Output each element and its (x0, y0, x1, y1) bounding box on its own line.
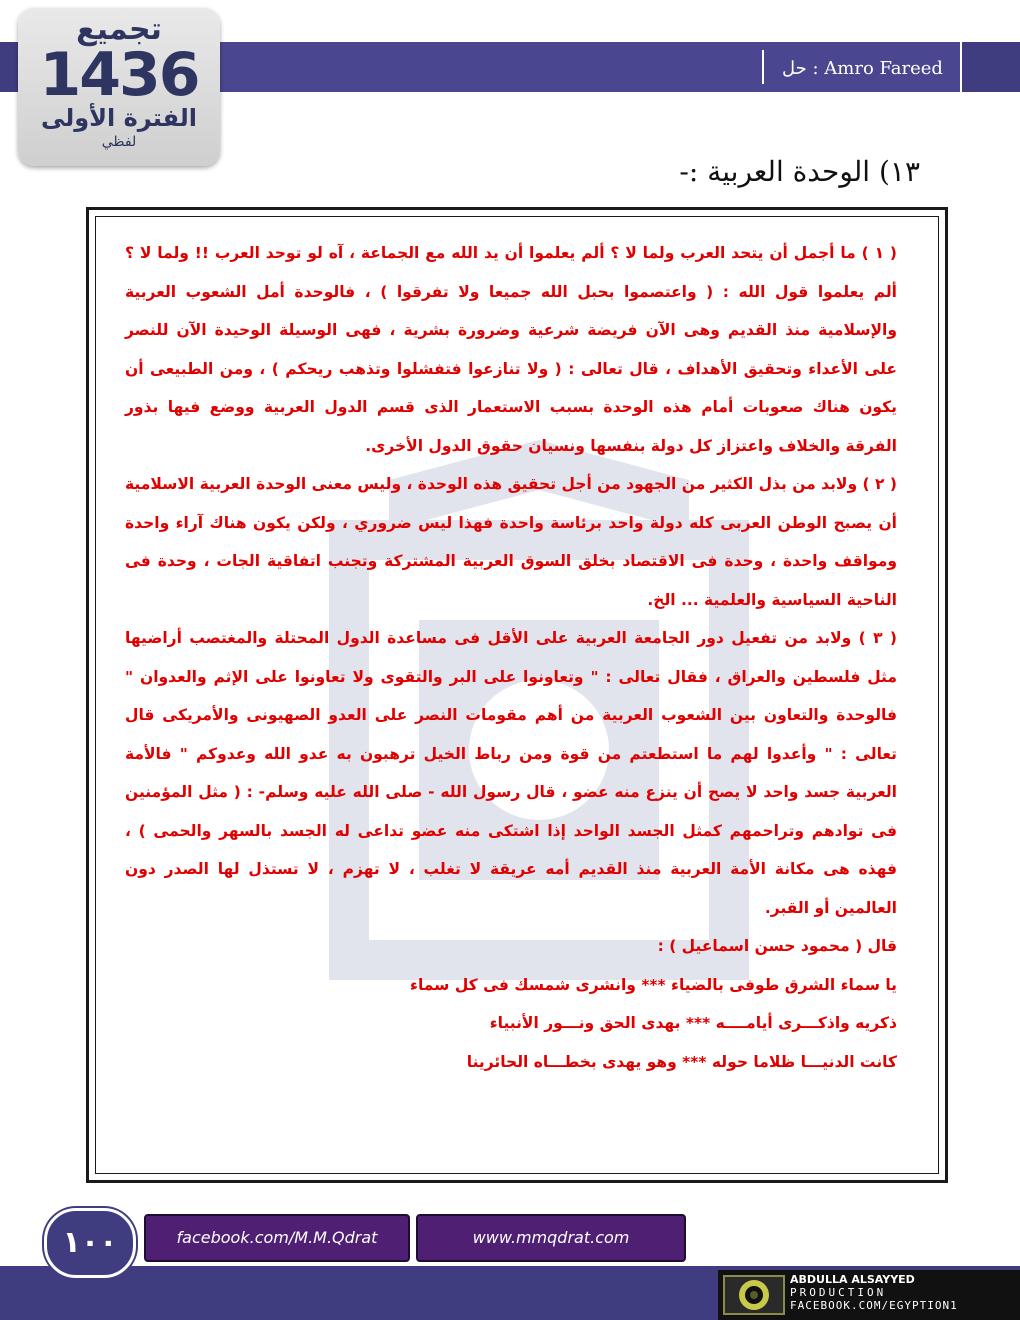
section-title: ١٣) الوحدة العربية :- (679, 155, 920, 188)
logo-year: 1436 (39, 40, 199, 110)
camera-lens-icon (722, 1274, 786, 1316)
paragraph-1: ( ١ ) ما أجمل أن يتحد العرب ولما لا ؟ ألم يعلموا أن يد الله مع الجماعة ، آه لو توحد العرب !! ولما لا ؟ ألم يعلموا قول الله : ( واعتصموا بحبل الله جميعا ولا تفرقوا ) ، فالوحدة أمل الشعوب العربية والإسلامية منذ القديم وهى الآن فريضة شرعية وضرورة بشرية ، فهى الوسيلة الوحيدة الآن للنصر على الأعداء وتحقيق الأهداف ، قال تعالى : ( ولا تنازعوا فتفشلوا وتذهب ريحكم ) ، ومن الطبيعى أن يكون هناك صعوبات أمام هذه الوحدة بسبب الاستعمار الذى قسم الدول العربية ووضع فيها بذور الفرقة والخلاف واعتزاز كل دولة بنفسها ونسيان حقوق الدول الأخرى. (125, 244, 897, 455)
poem-line-1: يا سماء الشرق طوفى بالضياء *** وانشرى شمسك فى كل سماء (410, 975, 897, 994)
poem-line-3: كانت الدنيـــا ظلاما حوله *** وهو يهدى بخطـــاه الحائرينا (466, 1052, 897, 1071)
production-label: PRODUCTION (790, 1286, 887, 1299)
page-number: ١٠٠ (44, 1208, 136, 1278)
paragraph-3: ( ٣ ) ولابد من تفعيل دور الجامعة العربية على الأقل فى مساعدة الدول المحتلة والمغتصب أراضيها مثل فلسطين والعراق ، فقال تعالى : " وتعاونوا على البر والتقوى ولا تعاونوا على الإثم والعدوان " فالوحدة والتعاون بين الشعوب العربية من أهم مقومات النصر على العدو الصهيونى والأمريكى قال تعالى : " وأعدوا لهم ما استطعتم من قوة ومن رباط الخيل ترهبون به عدو الله وعدوكم " فالأمة العربية جسد واحد لا يصح أن ينزع منه عضو ، قال رسول الله - صلى الله عليه وسلم- : ( مثل المؤمنين فى توادهم وتراحمهم كمثل الجسد الواحد إذا اشتكى منه عضو تداعى له الجسد بالسهر والحمى ) ، فهذه هى مكانة الأمة العربية منذ القديم أمه عريقة لا تغلب ، لا تهزم ، لا تستذل لها الصدر دون العالمين أو القبر. (125, 629, 897, 917)
poem-attribution: قال ( محمود حسن اسماعيل ) : (657, 937, 897, 955)
production-facebook: FACEBOOK.COM/EGYPTION1 (790, 1299, 958, 1312)
collection-logo (18, 8, 220, 166)
header-divider (762, 50, 764, 84)
logo-top-text: تجميع (76, 12, 162, 47)
website-link-button[interactable]: www.mmqdrat.com (416, 1214, 686, 1262)
logo-subtitle: الفترة الأولى (40, 104, 198, 132)
paragraph-2: ( ٢ ) ولابد من بذل الكثير من الجهود من أجل تحقيق هذه الوحدة ، وليس معنى الوحدة العربية الاسلامية أن يصبح الوطن العربى كله دولة واحد برئاسة واحدة فهذا ليس ضروري ، ولكن يكون هناك آراء واحدة ومواقف واحدة ، وحدة فى الاقتصاد بخلق السوق العربية المشتركة وتجنب اتفاقية الجات ، وحدة فى الناحية السياسية والعلمية ... الخ. (125, 475, 897, 609)
poem-line-2: ذكريه واذكـــرى أيامــــه *** بهدى الحق ونـــور الأنبياء (489, 1014, 897, 1032)
content-frame (86, 207, 948, 1183)
facebook-link-button[interactable]: facebook.com/M.M.Qdrat (144, 1214, 410, 1262)
production-name: ABDULLA ALSAYYED (790, 1273, 915, 1286)
article-body (125, 234, 897, 1081)
logo-small-text: لفظي (101, 134, 137, 150)
header-credit: حل : Amro Fareed (782, 58, 943, 79)
